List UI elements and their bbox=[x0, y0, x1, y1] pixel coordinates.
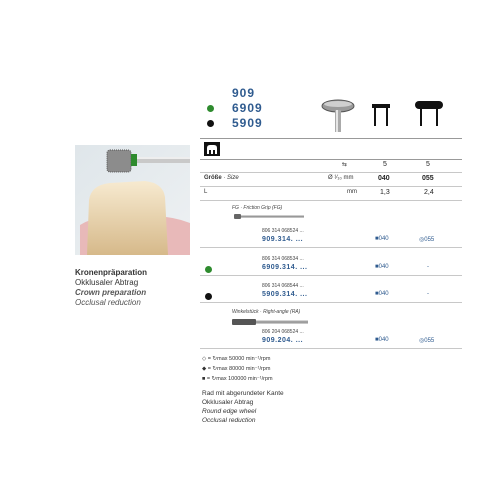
desc-de-1: Kronenpräparation bbox=[75, 268, 148, 277]
bottom-de-1: Rad mit abgerundeter Kante bbox=[202, 390, 284, 397]
product-row-2[interactable] bbox=[200, 255, 462, 276]
ra-shank-drawing bbox=[232, 318, 308, 326]
bottom-description bbox=[202, 389, 284, 425]
cell-size-1: ■040 bbox=[375, 264, 389, 270]
black-dot-icon bbox=[207, 120, 214, 127]
green-dot-icon bbox=[207, 105, 214, 112]
length-unit: mm bbox=[347, 189, 357, 195]
pack-value-2: 5 bbox=[426, 161, 430, 168]
ref-number: 806 314 068524 ... bbox=[262, 228, 304, 234]
cell-size-2: ◎055 bbox=[419, 237, 435, 243]
cell-size-2: - bbox=[427, 291, 429, 297]
speed-line-3: ■ = ↻max 100000 min⁻¹/rpm bbox=[202, 376, 273, 382]
cell-size-1: ■040 bbox=[375, 236, 389, 242]
product-row-3[interactable] bbox=[200, 282, 462, 303]
speed-line-2: ◆ = ↻max 80000 min⁻¹/rpm bbox=[202, 366, 271, 372]
length-value-1: 1,3 bbox=[380, 189, 390, 196]
wheel-bur-icon bbox=[318, 98, 358, 134]
size-unit: Ø ¹⁄₁₀ mm bbox=[328, 175, 354, 181]
left-description bbox=[75, 268, 147, 308]
fg-shank-drawing bbox=[234, 214, 304, 219]
model-909: 909 bbox=[232, 86, 256, 100]
pack-row bbox=[200, 159, 462, 173]
ref-number: 806 314 068544 ... bbox=[262, 283, 304, 289]
length-row bbox=[200, 187, 462, 201]
ref-number: 806 314 068534 ... bbox=[262, 256, 304, 262]
cell-size-1: ■040 bbox=[375, 291, 389, 297]
product-code: 909.204. ... bbox=[262, 337, 304, 344]
size-label: Größe · Size bbox=[204, 175, 239, 181]
pack-icon: ⇆ bbox=[342, 162, 348, 168]
product-code: 5909.314. ... bbox=[262, 291, 308, 298]
product-code: 6909.314. ... bbox=[262, 264, 308, 271]
length-label: L bbox=[204, 189, 208, 195]
clinical-illustration bbox=[75, 145, 190, 255]
bottom-en-2: Occlusal reduction bbox=[202, 417, 256, 424]
cell-size-1: ■040 bbox=[375, 337, 389, 343]
product-row-4[interactable] bbox=[200, 328, 462, 349]
model-5909: 5909 bbox=[232, 116, 263, 130]
cell-size-2: - bbox=[427, 264, 429, 270]
desc-en-1: Crown preparation bbox=[75, 288, 147, 297]
shank-short-icon bbox=[370, 100, 392, 128]
size-value-1: 040 bbox=[378, 175, 390, 182]
product-row-1[interactable] bbox=[200, 227, 462, 248]
header-strip bbox=[200, 138, 462, 160]
cell-size-2: ◎055 bbox=[419, 338, 435, 344]
model-6909: 6909 bbox=[232, 101, 263, 115]
ra-label: Winkelstück · Right-angle (RA) bbox=[232, 309, 301, 315]
size-value-2: 055 bbox=[422, 175, 434, 182]
speed-line-1: ◇ = ↻max 50000 min⁻¹/rpm bbox=[202, 356, 271, 362]
size-row bbox=[200, 173, 462, 187]
bottom-en-1: Round edge wheel bbox=[202, 408, 257, 415]
shank-long-icon bbox=[414, 98, 444, 128]
product-code: 909.314. ... bbox=[262, 236, 304, 243]
desc-en-2: Occlusal reduction bbox=[75, 298, 141, 307]
speed-legend bbox=[202, 356, 273, 386]
fg-label: FG · Friction Grip (FG) bbox=[232, 205, 283, 211]
tooth-icon bbox=[204, 142, 220, 156]
ref-number: 806 204 068524 ... bbox=[262, 329, 304, 335]
length-value-2: 2,4 bbox=[424, 189, 434, 196]
desc-de-2: Okklusaler Abtrag bbox=[75, 278, 139, 287]
bottom-de-2: Okklusaler Abtrag bbox=[202, 399, 254, 406]
pack-value-1: 5 bbox=[383, 161, 387, 168]
